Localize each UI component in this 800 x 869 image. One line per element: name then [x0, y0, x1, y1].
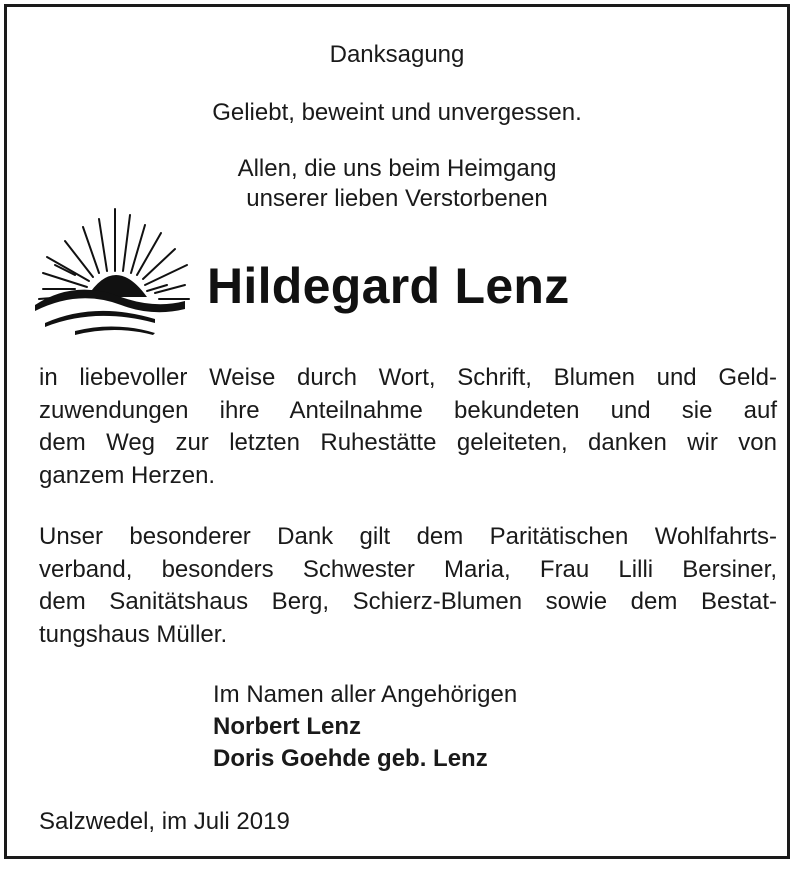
paragraph-line: ganzem Herzen. [39, 461, 216, 489]
place-date: Salzwedel, im Juli 2019 [39, 808, 290, 835]
paragraph-line: tungshaus Müller. [39, 620, 228, 648]
paragraph-line: in liebevoller Weise durch Wort, Schrift, Blumen und Geld- [39, 364, 777, 391]
paragraph-line: zuwendungen ihre Anteilnahme bekundeten und sie auf [39, 396, 777, 424]
signature-name: Norbert Lenz [213, 713, 362, 740]
paragraph-line: dem Sanitätshaus Berg, Schierz-Blumen sowie dem Bestat- [39, 588, 777, 615]
signature-name: Doris Goehde geb. Lenz [213, 745, 488, 772]
special-thanks-paragraph [39, 521, 777, 651]
obituary-card [4, 4, 790, 859]
paragraph-line: dem Weg zur letzten Ruhestätte geleiteten, danken wir von [39, 429, 777, 456]
signature-intro: Im Namen aller Angehörigen [213, 681, 518, 708]
paragraph-line: verband, besonders Schwester Maria, Frau Lilli Bersiner, [39, 555, 777, 583]
intro-line: Allen, die uns beim Heimgang [237, 155, 557, 182]
sunset-over-hills-icon [35, 205, 195, 337]
deceased-name: Hildegard Lenz [207, 258, 570, 314]
intro-line: unserer lieben Verstorbenen [246, 185, 548, 212]
signature-block [213, 679, 517, 775]
paragraph-line: Unser besonderer Dank gilt dem Paritätischen Wohlfahrts- [39, 523, 777, 550]
subtitle: Geliebt, beweint und unvergessen. [212, 99, 582, 126]
thanks-paragraph [39, 362, 777, 492]
heading: Danksagung [329, 41, 465, 68]
